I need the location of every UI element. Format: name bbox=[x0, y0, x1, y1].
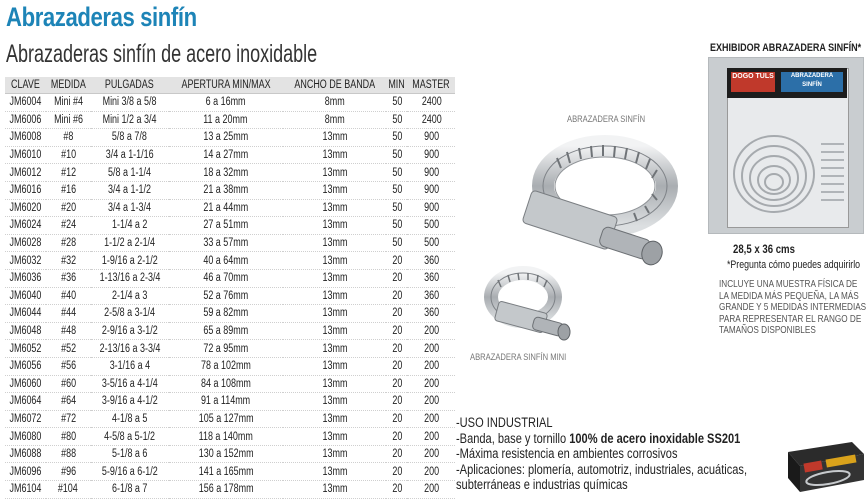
table-row bbox=[5, 428, 455, 446]
spec-table bbox=[5, 77, 455, 499]
table-cell: 3-5/16 a 4-1/4 bbox=[91, 375, 169, 393]
table-cell: 13mm bbox=[283, 375, 387, 393]
table-cell: 13mm bbox=[283, 234, 387, 252]
table-cell: JM6024 bbox=[5, 217, 46, 235]
table-cell: 13mm bbox=[283, 322, 387, 340]
table-cell: JM6044 bbox=[5, 305, 46, 323]
table-cell: JM6060 bbox=[5, 375, 46, 393]
table-cell: 91 a 114mm bbox=[169, 393, 283, 411]
table-cell: 3/4 a 1-3/4 bbox=[91, 199, 169, 217]
table-cell: JM6032 bbox=[5, 252, 46, 270]
table-row bbox=[5, 393, 455, 411]
table-cell: Mini 3/8 a 5/8 bbox=[91, 94, 169, 112]
table-cell: #28 bbox=[46, 234, 91, 252]
table-cell: JM6004 bbox=[5, 94, 46, 112]
table-cell: 2-5/8 a 3-1/4 bbox=[91, 305, 169, 323]
table-cell: 20 bbox=[386, 322, 407, 340]
table-cell: JM6020 bbox=[5, 199, 46, 217]
page-subtitle: Abrazaderas sinfín de acero inoxidable bbox=[6, 40, 318, 68]
table-cell: 13mm bbox=[283, 129, 387, 147]
feature-item: -Máxima resistencia en ambientes corrosivos bbox=[456, 446, 678, 461]
table-cell: 50 bbox=[386, 199, 407, 217]
table-row bbox=[5, 146, 455, 164]
table-cell: 20 bbox=[386, 357, 407, 375]
table-row bbox=[5, 375, 455, 393]
table-row bbox=[5, 445, 455, 463]
table-cell: 1-9/16 a 2-1/2 bbox=[91, 252, 169, 270]
feature-item: subterráneas e industrias químicas bbox=[456, 477, 628, 492]
table-cell: #12 bbox=[46, 164, 91, 182]
table-cell: #60 bbox=[46, 375, 91, 393]
table-cell: 200 bbox=[407, 357, 455, 375]
exhibitor-note-line: LA MEDIDA MÁS PEQUEÑA, LA MÁS bbox=[719, 289, 859, 302]
table-cell: JM6088 bbox=[5, 445, 46, 463]
table-cell: #10 bbox=[46, 146, 91, 164]
table-cell: 13mm bbox=[283, 199, 387, 217]
table-cell: 3-9/16 a 4-1/2 bbox=[91, 393, 169, 411]
feature-item: -Banda, base y tornillo 100% de acero inoxidable SS201 bbox=[456, 430, 741, 446]
table-cell: 13mm bbox=[283, 164, 387, 182]
table-cell: 900 bbox=[407, 146, 455, 164]
table-cell: JM6010 bbox=[5, 146, 46, 164]
table-row bbox=[5, 129, 455, 147]
table-cell: 13mm bbox=[283, 410, 387, 428]
table-cell: 20 bbox=[386, 375, 407, 393]
table-cell: JM6028 bbox=[5, 234, 46, 252]
table-row bbox=[5, 199, 455, 217]
exhibitor-clamps bbox=[729, 114, 847, 224]
table-cell: 20 bbox=[386, 269, 407, 287]
large-clamp-label: ABRAZADERA SINFÍN bbox=[567, 114, 646, 125]
table-header-row bbox=[5, 77, 455, 94]
table-cell: #36 bbox=[46, 269, 91, 287]
table-cell: 118 a 140mm bbox=[169, 428, 283, 446]
table-row bbox=[5, 322, 455, 340]
table-cell: JM6096 bbox=[5, 463, 46, 481]
table-cell: 5/8 a 1-1/4 bbox=[91, 164, 169, 182]
feature-item: -Aplicaciones: plomería, automotriz, industriales, acuáticas, bbox=[456, 461, 748, 477]
table-cell: JM6080 bbox=[5, 428, 46, 446]
table-cell: 20 bbox=[386, 287, 407, 305]
table-cell: 200 bbox=[407, 375, 455, 393]
table-cell: #80 bbox=[46, 428, 91, 446]
table-cell: 84 a 108mm bbox=[169, 375, 283, 393]
table-cell: JM6008 bbox=[5, 129, 46, 147]
table-row bbox=[5, 111, 455, 129]
table-cell: 500 bbox=[407, 217, 455, 235]
table-row bbox=[5, 481, 455, 499]
page-title: Abrazaderas sinfín bbox=[6, 2, 197, 32]
table-cell: 900 bbox=[407, 199, 455, 217]
table-cell: 200 bbox=[407, 463, 455, 481]
table-cell: 50 bbox=[386, 146, 407, 164]
table-cell: 2400 bbox=[407, 111, 455, 129]
table-cell: 141 a 165mm bbox=[169, 463, 283, 481]
table-cell: 20 bbox=[386, 428, 407, 446]
table-cell: 13mm bbox=[283, 357, 387, 375]
table-cell: 13mm bbox=[283, 463, 387, 481]
table-cell: 20 bbox=[386, 481, 407, 499]
table-cell: JM6036 bbox=[5, 269, 46, 287]
table-cell: 200 bbox=[407, 340, 455, 358]
table-cell: #56 bbox=[46, 357, 91, 375]
table-cell: 13mm bbox=[283, 445, 387, 463]
table-cell: 13mm bbox=[283, 305, 387, 323]
table-cell: Mini #4 bbox=[46, 94, 91, 112]
table-cell: 2400 bbox=[407, 94, 455, 112]
table-cell: 20 bbox=[386, 393, 407, 411]
table-row bbox=[5, 94, 455, 112]
table-cell: 50 bbox=[386, 111, 407, 129]
table-cell: 130 a 152mm bbox=[169, 445, 283, 463]
table-cell: 50 bbox=[386, 217, 407, 235]
exhibitor-note-line: GRANDE Y 5 MEDIDAS INTERMEDIAS bbox=[719, 301, 867, 313]
table-cell: 200 bbox=[407, 445, 455, 463]
table-cell: 5/8 a 7/8 bbox=[91, 129, 169, 147]
table-cell: 20 bbox=[386, 463, 407, 481]
table-row bbox=[5, 217, 455, 235]
table-cell: 52 a 76mm bbox=[169, 287, 283, 305]
table-cell: 1-13/16 a 2-3/4 bbox=[91, 269, 169, 287]
table-cell: 50 bbox=[386, 234, 407, 252]
table-cell: 500 bbox=[407, 234, 455, 252]
table-cell: 200 bbox=[407, 428, 455, 446]
table-cell: #8 bbox=[46, 129, 91, 147]
table-cell: #40 bbox=[46, 287, 91, 305]
table-cell: 13mm bbox=[283, 481, 387, 499]
table-row bbox=[5, 305, 455, 323]
exhibitor-note bbox=[719, 279, 866, 337]
table-row bbox=[5, 410, 455, 428]
feature-list bbox=[456, 415, 747, 493]
table-cell: JM6064 bbox=[5, 393, 46, 411]
table-cell: #72 bbox=[46, 410, 91, 428]
table-cell: 50 bbox=[386, 129, 407, 147]
table-cell: 78 a 102mm bbox=[169, 357, 283, 375]
table-cell: 2-1/4 a 3 bbox=[91, 287, 169, 305]
table-cell: 200 bbox=[407, 410, 455, 428]
table-cell: 65 a 89mm bbox=[169, 322, 283, 340]
table-cell: 2-9/16 a 3-1/2 bbox=[91, 322, 169, 340]
table-cell: JM6006 bbox=[5, 111, 46, 129]
table-cell: 1-1/4 a 2 bbox=[91, 217, 169, 235]
column-header: APERTURA MIN/MAX bbox=[169, 77, 283, 94]
table-cell: JM6040 bbox=[5, 287, 46, 305]
table-cell: 8mm bbox=[283, 94, 387, 112]
table-cell: 50 bbox=[386, 94, 407, 112]
table-cell: 20 bbox=[386, 340, 407, 358]
table-cell: #96 bbox=[46, 463, 91, 481]
table-cell: #24 bbox=[46, 217, 91, 235]
table-cell: 20 bbox=[386, 445, 407, 463]
table-cell: 13mm bbox=[283, 428, 387, 446]
table-row bbox=[5, 269, 455, 287]
table-cell: 360 bbox=[407, 269, 455, 287]
table-cell: #44 bbox=[46, 305, 91, 323]
table-cell: 8mm bbox=[283, 111, 387, 129]
table-cell: 13mm bbox=[283, 181, 387, 199]
table-cell: 5-9/16 a 6-1/2 bbox=[91, 463, 169, 481]
table-cell: 20 bbox=[386, 410, 407, 428]
table-cell: 200 bbox=[407, 481, 455, 499]
table-cell: 4-5/8 a 5-1/2 bbox=[91, 428, 169, 446]
table-cell: 13mm bbox=[283, 217, 387, 235]
table-cell: #48 bbox=[46, 322, 91, 340]
exhibitor-size: 28,5 x 36 cms bbox=[733, 242, 795, 256]
table-cell: 6-1/8 a 7 bbox=[91, 481, 169, 499]
table-cell: 40 a 64mm bbox=[169, 252, 283, 270]
table-cell: 13 a 25mm bbox=[169, 129, 283, 147]
table-cell: #64 bbox=[46, 393, 91, 411]
table-cell: JM6052 bbox=[5, 340, 46, 358]
exhibitor-note-line: TAMAÑOS DISPONIBLES bbox=[719, 324, 816, 336]
table-cell: 13mm bbox=[283, 287, 387, 305]
table-cell: 360 bbox=[407, 252, 455, 270]
table-row bbox=[5, 340, 455, 358]
table-body bbox=[5, 94, 455, 499]
table-cell: 59 a 82mm bbox=[169, 305, 283, 323]
column-header: MIN bbox=[386, 77, 407, 94]
table-cell: 156 a 178mm bbox=[169, 481, 283, 499]
table-row bbox=[5, 234, 455, 252]
table-cell: 360 bbox=[407, 287, 455, 305]
table-cell: 13mm bbox=[283, 393, 387, 411]
table-cell: 200 bbox=[407, 322, 455, 340]
table-cell: 900 bbox=[407, 181, 455, 199]
display-box-image bbox=[782, 438, 866, 496]
table-cell: JM6048 bbox=[5, 322, 46, 340]
table-cell: 13mm bbox=[283, 269, 387, 287]
table-row bbox=[5, 164, 455, 182]
table-cell: 11 a 20mm bbox=[169, 111, 283, 129]
table-cell: 20 bbox=[386, 252, 407, 270]
exhibitor-note-line: PARA REPRESENTAR EL RANGO DE bbox=[719, 312, 862, 325]
table-cell: 2-13/16 a 3-3/4 bbox=[91, 340, 169, 358]
table-cell: 18 a 32mm bbox=[169, 164, 283, 182]
table-cell: 21 a 38mm bbox=[169, 181, 283, 199]
table-row bbox=[5, 463, 455, 481]
table-cell: JM6104 bbox=[5, 481, 46, 499]
feature-highlight: 100% de acero inoxidable SS201 bbox=[569, 430, 741, 446]
table-cell: 3/4 a 1-1/16 bbox=[91, 146, 169, 164]
table-cell: Mini 1/2 a 3/4 bbox=[91, 111, 169, 129]
exhibitor-image bbox=[708, 57, 864, 234]
table-cell: #88 bbox=[46, 445, 91, 463]
column-header: MASTER bbox=[407, 77, 455, 94]
table-cell: 46 a 70mm bbox=[169, 269, 283, 287]
table-row bbox=[5, 287, 455, 305]
feature-item: -USO INDUSTRIAL bbox=[456, 415, 553, 430]
table-cell: 900 bbox=[407, 129, 455, 147]
table-row bbox=[5, 357, 455, 375]
table-cell: 50 bbox=[386, 164, 407, 182]
table-cell: 21 a 44mm bbox=[169, 199, 283, 217]
table-cell: JM6056 bbox=[5, 357, 46, 375]
table-cell: #16 bbox=[46, 181, 91, 199]
table-cell: 6 a 16mm bbox=[169, 94, 283, 112]
exhibitor-ask: *Pregunta cómo puedes adquirirlo bbox=[727, 259, 861, 271]
table-cell: 13mm bbox=[283, 146, 387, 164]
mini-clamp-label: ABRAZADERA SINFÍN MINI bbox=[470, 352, 567, 363]
table-cell: 3/4 a 1-1/2 bbox=[91, 181, 169, 199]
table-row bbox=[5, 181, 455, 199]
table-cell: 900 bbox=[407, 164, 455, 182]
table-cell: 14 a 27mm bbox=[169, 146, 283, 164]
column-header: ANCHO DE BANDA bbox=[283, 77, 387, 94]
table-cell: 4-1/8 a 5 bbox=[91, 410, 169, 428]
table-cell: Mini #6 bbox=[46, 111, 91, 129]
table-cell: 360 bbox=[407, 305, 455, 323]
table-cell: 1-1/2 a 2-1/4 bbox=[91, 234, 169, 252]
table-cell: 200 bbox=[407, 393, 455, 411]
table-row bbox=[5, 252, 455, 270]
table-cell: JM6072 bbox=[5, 410, 46, 428]
table-cell: 20 bbox=[386, 305, 407, 323]
table-cell: 13mm bbox=[283, 252, 387, 270]
table-cell: #104 bbox=[46, 481, 91, 499]
table-cell: JM6016 bbox=[5, 181, 46, 199]
exhibitor-note-line: INCLUYE UNA MUESTRA FÍSICA DE bbox=[719, 278, 858, 290]
table-cell: 33 a 57mm bbox=[169, 234, 283, 252]
large-clamp-image bbox=[505, 128, 690, 278]
column-header: PULGADAS bbox=[91, 77, 169, 94]
column-header: MEDIDA bbox=[46, 77, 91, 94]
column-header: CLAVE bbox=[5, 77, 46, 94]
table-cell: 27 a 51mm bbox=[169, 217, 283, 235]
exhibitor-product: ABRAZADERA SINFÍN bbox=[781, 72, 843, 92]
table-cell: #32 bbox=[46, 252, 91, 270]
table-cell: #20 bbox=[46, 199, 91, 217]
table-cell: 3-1/16 a 4 bbox=[91, 357, 169, 375]
mini-clamp-image bbox=[478, 262, 578, 344]
table-cell: 105 a 127mm bbox=[169, 410, 283, 428]
table-cell: 13mm bbox=[283, 340, 387, 358]
table-cell: #52 bbox=[46, 340, 91, 358]
table-cell: 5-1/8 a 6 bbox=[91, 445, 169, 463]
table-cell: 72 a 95mm bbox=[169, 340, 283, 358]
table-cell: JM6012 bbox=[5, 164, 46, 182]
table-cell: 50 bbox=[386, 181, 407, 199]
exhibitor-brand: DOGO TULS bbox=[731, 72, 775, 92]
exhibitor-title: EXHIBIDOR ABRAZADERA SINFÍN* bbox=[710, 42, 862, 54]
